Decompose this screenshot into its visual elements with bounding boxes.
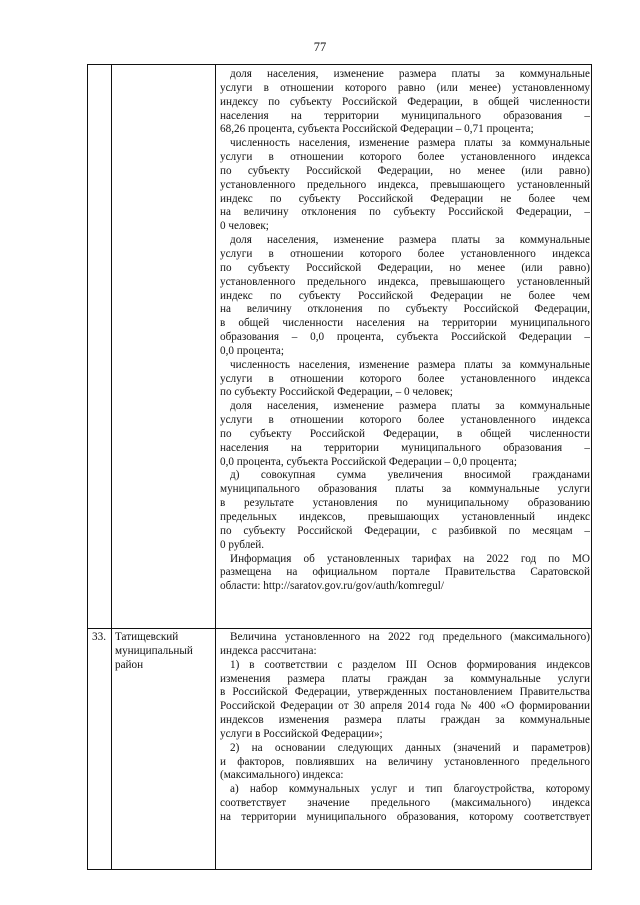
text-line: индексов изменения размера платы граждан за коммунальные bbox=[220, 714, 590, 727]
text-line: Величина установленного на 2022 год предельного (максимального) bbox=[230, 631, 590, 643]
text-line: доля населения, изменение размера платы за коммунальные bbox=[230, 234, 590, 247]
text-line: населения на территории муниципального образования – bbox=[220, 441, 590, 454]
text-line: услуги в отношении которого равно (или менее) установленному bbox=[220, 81, 590, 94]
text-line: установленного предельного индекса, превышающего установленный bbox=[220, 178, 590, 191]
text-line: в результате установления по муниципальному образованию bbox=[220, 497, 590, 510]
text-line: области: http://saratov.gov.ru/gov/auth/komregul/ bbox=[220, 580, 444, 593]
text-line: услуги в отношении которого более установленного индекса bbox=[220, 151, 590, 164]
district-line: муниципальный bbox=[115, 644, 193, 657]
text-line: по субъекту Российской Федерации, – 0 человек; bbox=[220, 386, 453, 399]
text-line: по субъекту Российской Федерации, но менее (или равно) bbox=[220, 261, 590, 274]
text-line: Российской Федерации от 30 апреля 2014 года № 400 «О формировании bbox=[220, 700, 590, 713]
text-line: индекс по субъекту Российской Федерации не более чем bbox=[220, 192, 590, 205]
text-line: индексу по субъекту Российской Федерации, в общей численности bbox=[220, 95, 590, 108]
text-line: 68,26 процента, субъекта Российской Федерации – 0,71 процента; bbox=[220, 123, 534, 136]
text-line: и факторов, повлиявших на величину установленного предельного bbox=[220, 755, 590, 768]
text-line: 0 человек; bbox=[220, 220, 269, 233]
text-line: образования – 0,0 процента, субъекта Российской Федерации – bbox=[220, 331, 590, 344]
text-line: (максимального) индекса: bbox=[220, 769, 344, 782]
text-line: Информация об установленных тарифах на 2022 год по МО bbox=[230, 552, 590, 565]
text-line: на величину отклонения по субъекту Российской Федерации, bbox=[220, 303, 590, 316]
row-33-text bbox=[220, 631, 590, 825]
text-line: доля населения, изменение размера платы за коммунальные bbox=[230, 400, 590, 413]
text-line: 2) на основании следующих данных (значений и параметров) bbox=[230, 741, 590, 754]
text-line: услуги в отношении которого более установленного индекса bbox=[220, 247, 590, 260]
text-line: по субъекту Российской Федерации, в общей численности bbox=[220, 427, 590, 440]
text-line: индекса рассчитана: bbox=[220, 644, 317, 657]
text-line: размещена на официальном портале Правительства Саратовской bbox=[220, 566, 590, 579]
text-line: услуги в отношении которого более установленного индекса bbox=[220, 372, 590, 385]
column-divider-number bbox=[111, 65, 112, 869]
text-line: 0,0 процента, субъекта Российской Федерации – 0,0 процента; bbox=[220, 455, 517, 468]
text-line: установленного предельного индекса, превышающего установленный bbox=[220, 275, 590, 288]
text-line: предельных индексов, превышающих установленный индекс bbox=[220, 511, 590, 523]
row-33-number: 33. bbox=[92, 631, 106, 643]
row-divider bbox=[88, 628, 591, 629]
text-line: изменения размера платы граждан за коммунальные услуги bbox=[220, 672, 590, 685]
text-line: индекс по субъекту Российской Федерации не более чем bbox=[220, 289, 590, 302]
text-line: 0,0 процента; bbox=[220, 344, 284, 357]
page-number: 77 bbox=[313, 40, 327, 54]
text-line: услуги в Российской Федерации»; bbox=[220, 727, 383, 740]
text-line: населения на территории муниципального образования – bbox=[220, 109, 590, 122]
text-line: на величину отклонения по субъекту Российской Федерации, – bbox=[220, 206, 590, 219]
text-line: соответствует значение предельного (максимального) индекса bbox=[220, 797, 590, 810]
document-table bbox=[87, 64, 592, 870]
text-line: по субъекту Российской Федерации, но менее (или равно) bbox=[220, 164, 590, 177]
column-divider-district bbox=[215, 65, 216, 869]
text-line: 0 рублей. bbox=[220, 538, 265, 551]
text-line: в общей численности населения на территории муниципального bbox=[220, 317, 590, 330]
text-line: муниципального образования платы за коммунальные услуги bbox=[220, 483, 590, 496]
row-33-district bbox=[115, 631, 215, 673]
text-line: доля населения, изменение размера платы за коммунальные bbox=[230, 68, 590, 80]
text-line: по субъекту Российской Федерации, с разбивкой по месяцам – bbox=[220, 524, 590, 537]
text-line: численность населения, изменение размера платы за коммунальные bbox=[230, 137, 590, 150]
text-line: на территории муниципального образования, которому соответствует bbox=[220, 810, 590, 823]
text-line: услуги в отношении которого более установленного индекса bbox=[220, 414, 590, 427]
district-line: Татищевский bbox=[115, 631, 179, 643]
text-line: численность населения, изменение размера платы за коммунальные bbox=[230, 358, 590, 371]
row-32-text bbox=[220, 68, 590, 594]
text-line: д) совокупная сумма увеличения вносимой гражданами bbox=[230, 469, 590, 482]
text-line: а) набор коммунальных услуг и тип благоустройства, которому bbox=[230, 783, 590, 796]
text-line: в Российской Федерации, утвержденных постановлением Правительства bbox=[220, 686, 590, 699]
district-line: район bbox=[115, 658, 144, 671]
text-line: 1) в соответствии с разделом III Основ формирования индексов bbox=[230, 658, 590, 671]
